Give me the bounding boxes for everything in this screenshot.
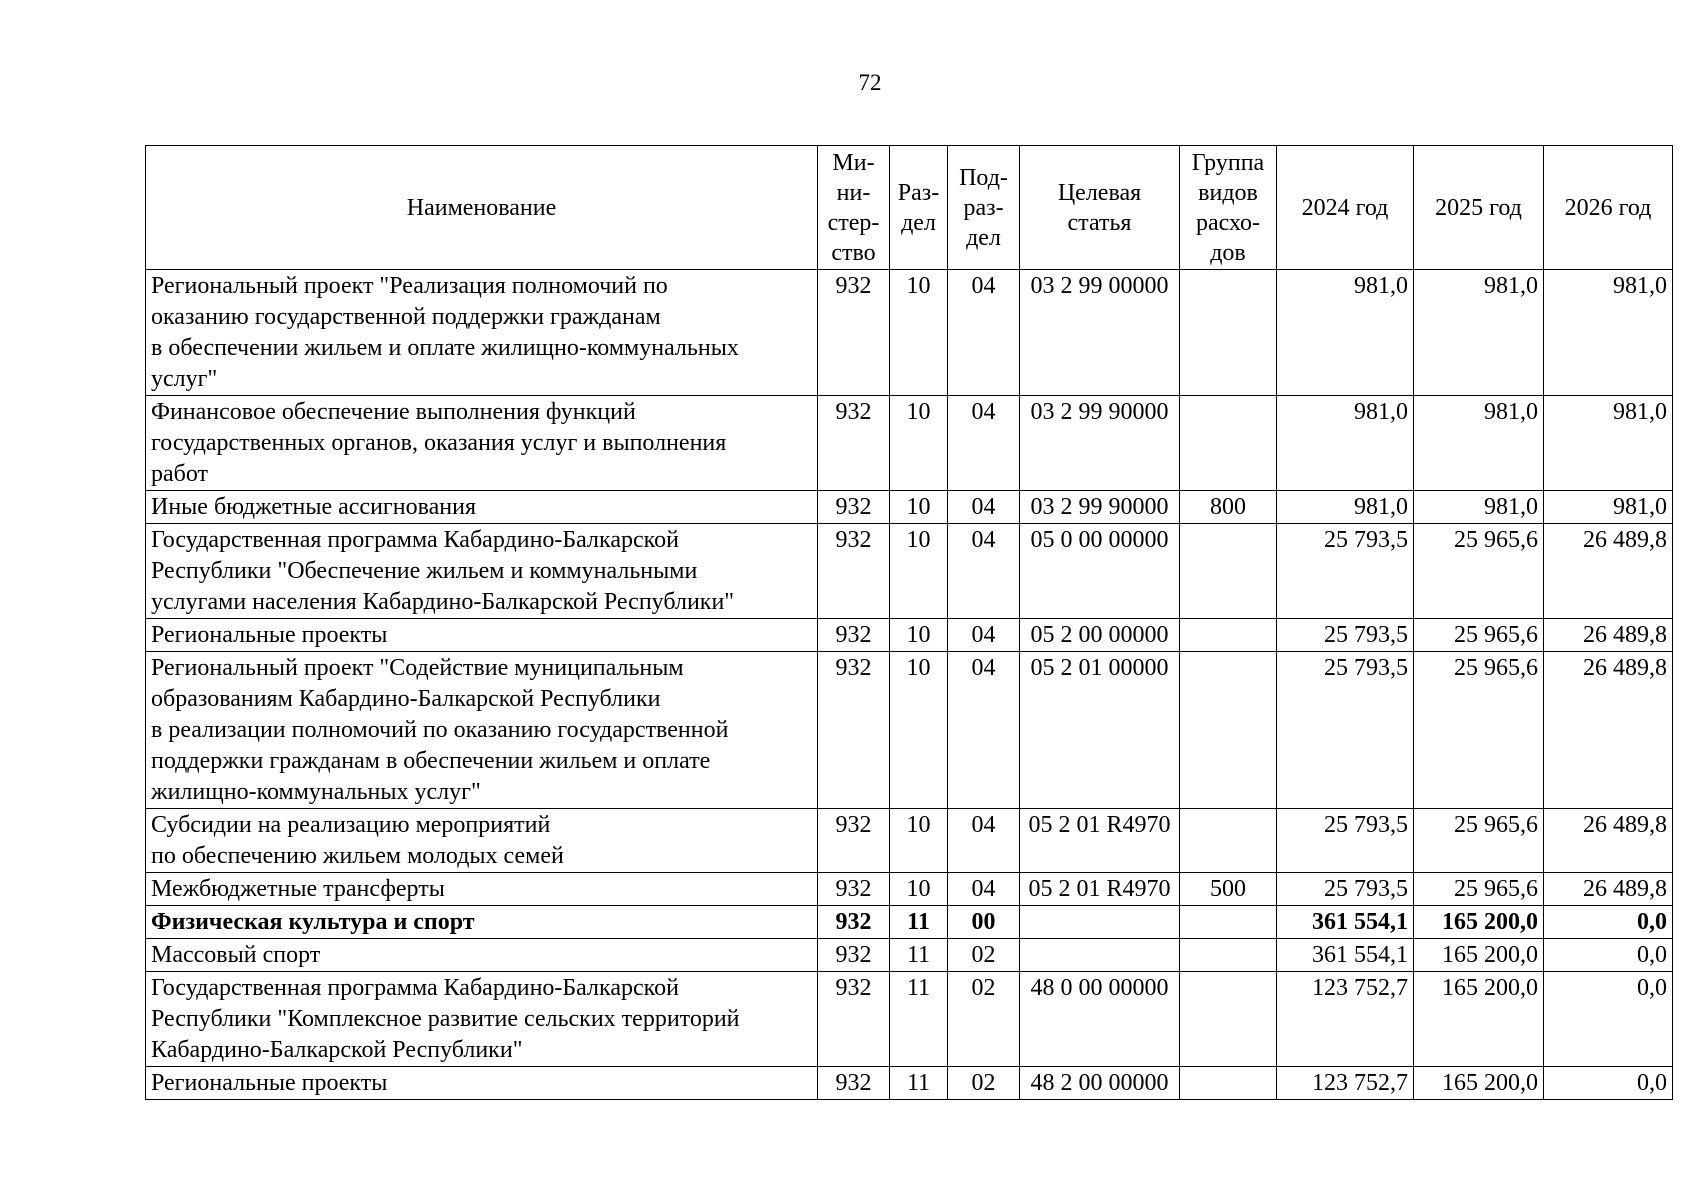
cell-year-2024: 361 554,1 [1277, 906, 1414, 939]
cell-ministry: 932 [818, 491, 890, 524]
cell-year-2026: 0,0 [1544, 939, 1673, 972]
cell-name [146, 652, 818, 809]
cell-ministry: 932 [818, 939, 890, 972]
cell-year-2024: 981,0 [1277, 396, 1414, 491]
header-year-2026: 2026 год [1544, 146, 1673, 270]
cell-target-article: 05 2 01 00000 [1020, 652, 1180, 809]
cell-subsection: 04 [948, 873, 1020, 906]
cell-year-2026: 26 489,8 [1544, 524, 1673, 619]
cell-name-line: Региональный проект "Содействие муниципальным [151, 655, 684, 681]
cell-ministry: 932 [818, 619, 890, 652]
table-row [146, 619, 1673, 652]
header-subsection: Под- раз- дел [948, 146, 1020, 270]
cell-year-2025: 25 965,6 [1414, 619, 1544, 652]
cell-year-2026: 981,0 [1544, 491, 1673, 524]
cell-expense-group [1180, 809, 1277, 873]
cell-ministry: 932 [818, 270, 890, 396]
table-row [146, 524, 1673, 619]
cell-year-2024: 25 793,5 [1277, 873, 1414, 906]
table-row [146, 873, 1673, 906]
cell-year-2026: 26 489,8 [1544, 619, 1673, 652]
cell-expense-group: 500 [1180, 873, 1277, 906]
cell-name-line: жилищно-коммунальных услуг" [151, 779, 481, 805]
cell-subsection: 02 [948, 972, 1020, 1067]
budget-table [145, 145, 1673, 1100]
cell-ministry: 932 [818, 396, 890, 491]
cell-name [146, 491, 818, 524]
cell-name-line: государственных органов, оказания услуг и выполнения [151, 430, 727, 456]
cell-name-line: услуг" [151, 366, 218, 392]
table-header [146, 146, 1673, 270]
cell-name-line: Государственная программа Кабардино-Балкарской [151, 527, 679, 553]
cell-name [146, 619, 818, 652]
cell-name [146, 270, 818, 396]
cell-target-article: 03 2 99 00000 [1020, 270, 1180, 396]
cell-name-line: работ [151, 461, 209, 487]
cell-name-line: Государственная программа Кабардино-Балкарской [151, 975, 679, 1001]
cell-ministry: 932 [818, 873, 890, 906]
table-body [146, 270, 1673, 1100]
page-number: 72 [858, 70, 882, 95]
cell-name-line: Кабардино-Балкарской Республики" [151, 1037, 523, 1063]
cell-expense-group [1180, 396, 1277, 491]
cell-ministry: 932 [818, 972, 890, 1067]
cell-year-2025: 25 965,6 [1414, 524, 1544, 619]
cell-target-article: 05 0 00 00000 [1020, 524, 1180, 619]
cell-target-article: 03 2 99 90000 [1020, 396, 1180, 491]
cell-section: 11 [890, 972, 948, 1067]
cell-subsection: 00 [948, 906, 1020, 939]
cell-year-2025: 25 965,6 [1414, 652, 1544, 809]
cell-subsection: 04 [948, 524, 1020, 619]
cell-expense-group [1180, 270, 1277, 396]
cell-year-2026: 26 489,8 [1544, 809, 1673, 873]
cell-name [146, 396, 818, 491]
header-ministry: Ми- ни- стер- ство [818, 146, 890, 270]
cell-year-2025: 165 200,0 [1414, 1067, 1544, 1100]
cell-section: 10 [890, 619, 948, 652]
cell-year-2025: 981,0 [1414, 396, 1544, 491]
cell-section: 10 [890, 524, 948, 619]
cell-name [146, 524, 818, 619]
cell-expense-group [1180, 619, 1277, 652]
cell-target-article: 05 2 01 R4970 [1020, 809, 1180, 873]
cell-subsection: 04 [948, 652, 1020, 809]
cell-subsection: 04 [948, 619, 1020, 652]
cell-year-2024: 25 793,5 [1277, 619, 1414, 652]
cell-year-2024: 25 793,5 [1277, 524, 1414, 619]
cell-section: 10 [890, 491, 948, 524]
cell-expense-group [1180, 906, 1277, 939]
header-target-article: Целевая статья [1020, 146, 1180, 270]
cell-ministry: 932 [818, 524, 890, 619]
cell-year-2026: 0,0 [1544, 972, 1673, 1067]
cell-expense-group [1180, 652, 1277, 809]
cell-expense-group [1180, 972, 1277, 1067]
cell-target-article [1020, 906, 1180, 939]
cell-name-line: по обеспечению жильем молодых семей [151, 843, 564, 869]
cell-ministry: 932 [818, 652, 890, 809]
cell-year-2024: 25 793,5 [1277, 809, 1414, 873]
table-row [146, 906, 1673, 939]
cell-name [146, 939, 818, 972]
cell-name-line: Региональные проекты [151, 1070, 388, 1096]
cell-name-line: Массовый спорт [151, 942, 321, 968]
table-row [146, 939, 1673, 972]
cell-target-article: 48 0 00 00000 [1020, 972, 1180, 1067]
cell-year-2024: 981,0 [1277, 491, 1414, 524]
cell-section: 11 [890, 906, 948, 939]
header-name: Наименование [146, 146, 818, 270]
table-row [146, 809, 1673, 873]
cell-year-2026: 981,0 [1544, 396, 1673, 491]
cell-name [146, 809, 818, 873]
cell-target-article: 05 2 01 R4970 [1020, 873, 1180, 906]
cell-section: 10 [890, 809, 948, 873]
cell-name-line: в обеспечении жильем и оплате жилищно-коммунальных [151, 335, 739, 361]
cell-ministry: 932 [818, 809, 890, 873]
cell-ministry: 932 [818, 906, 890, 939]
table-row [146, 972, 1673, 1067]
cell-target-article: 03 2 99 90000 [1020, 491, 1180, 524]
cell-subsection: 04 [948, 396, 1020, 491]
cell-subsection: 04 [948, 270, 1020, 396]
cell-name-line: Иные бюджетные ассигнования [151, 494, 476, 520]
cell-subsection: 02 [948, 1067, 1020, 1100]
cell-section: 11 [890, 939, 948, 972]
cell-target-article: 48 2 00 00000 [1020, 1067, 1180, 1100]
cell-subsection: 02 [948, 939, 1020, 972]
cell-year-2025: 165 200,0 [1414, 939, 1544, 972]
header-year-2024: 2024 год [1277, 146, 1414, 270]
cell-expense-group [1180, 1067, 1277, 1100]
cell-name [146, 1067, 818, 1100]
cell-year-2026: 26 489,8 [1544, 652, 1673, 809]
cell-name [146, 972, 818, 1067]
cell-name-line: оказанию государственной поддержки гражданам [151, 304, 661, 330]
cell-year-2026: 981,0 [1544, 270, 1673, 396]
cell-name-line: услугами населения Кабардино-Балкарской Республики" [151, 589, 735, 615]
cell-expense-group: 800 [1180, 491, 1277, 524]
cell-year-2025: 981,0 [1414, 270, 1544, 396]
cell-name-line: образованиям Кабардино-Балкарской Республики [151, 686, 661, 712]
cell-expense-group [1180, 524, 1277, 619]
cell-name-line: Субсидии на реализацию мероприятий [151, 812, 551, 838]
cell-year-2026: 0,0 [1544, 906, 1673, 939]
cell-year-2024: 981,0 [1277, 270, 1414, 396]
cell-section: 10 [890, 270, 948, 396]
header-expense-group: Группа видов расхо- дов [1180, 146, 1277, 270]
table-row [146, 491, 1673, 524]
cell-section: 10 [890, 873, 948, 906]
cell-name [146, 873, 818, 906]
cell-name-line: в реализации полномочий по оказанию государственной [151, 717, 729, 743]
cell-expense-group [1180, 939, 1277, 972]
cell-ministry: 932 [818, 1067, 890, 1100]
table-row [146, 396, 1673, 491]
cell-year-2026: 26 489,8 [1544, 873, 1673, 906]
cell-year-2025: 25 965,6 [1414, 809, 1544, 873]
cell-year-2026: 0,0 [1544, 1067, 1673, 1100]
cell-year-2025: 981,0 [1414, 491, 1544, 524]
cell-section: 11 [890, 1067, 948, 1100]
cell-name-line: Финансовое обеспечение выполнения функций [151, 399, 636, 425]
cell-section: 10 [890, 396, 948, 491]
cell-year-2025: 25 965,6 [1414, 873, 1544, 906]
cell-year-2024: 123 752,7 [1277, 1067, 1414, 1100]
cell-name [146, 906, 818, 939]
cell-year-2024: 25 793,5 [1277, 652, 1414, 809]
cell-name-line: Физическая культура и спорт [151, 909, 475, 935]
cell-subsection: 04 [948, 491, 1020, 524]
table-row [146, 270, 1673, 396]
cell-name-line: Региональный проект "Реализация полномочий по [151, 273, 668, 299]
cell-year-2025: 165 200,0 [1414, 906, 1544, 939]
header-section: Раз- дел [890, 146, 948, 270]
header-year-2025: 2025 год [1414, 146, 1544, 270]
cell-name-line: Республики "Комплексное развитие сельских территорий [151, 1006, 740, 1032]
table-row [146, 652, 1673, 809]
cell-year-2025: 165 200,0 [1414, 972, 1544, 1067]
cell-subsection: 04 [948, 809, 1020, 873]
cell-section: 10 [890, 652, 948, 809]
cell-year-2024: 123 752,7 [1277, 972, 1414, 1067]
cell-name-line: Республики "Обеспечение жильем и коммунальными [151, 558, 698, 584]
cell-name-line: поддержки гражданам в обеспечении жильем и оплате [151, 748, 711, 774]
cell-year-2024: 361 554,1 [1277, 939, 1414, 972]
cell-name-line: Региональные проекты [151, 622, 388, 648]
table-row [146, 1067, 1673, 1100]
cell-name-line: Межбюджетные трансферты [151, 876, 445, 902]
cell-target-article: 05 2 00 00000 [1020, 619, 1180, 652]
cell-target-article [1020, 939, 1180, 972]
